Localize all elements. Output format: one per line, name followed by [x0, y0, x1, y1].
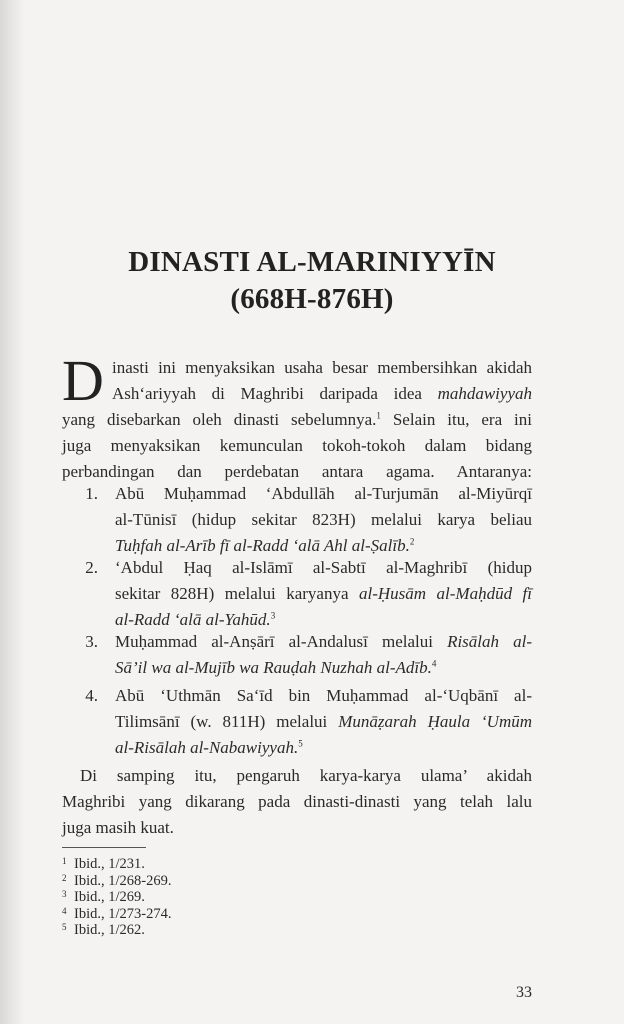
- paragraph-line: Ash‘ariyyah di Maghribi daripada idea mahdawiyyah: [112, 384, 532, 403]
- footnote-divider: [62, 847, 146, 848]
- list-number: 3.: [85, 632, 98, 651]
- footnote-number: 2: [62, 872, 67, 883]
- footnote-text: Ibid., 1/273-274.: [74, 905, 172, 922]
- paragraph-1-body: [62, 407, 532, 485]
- footnote-ref: 1: [376, 410, 381, 421]
- chapter-title: DINASTI AL-MARINIYYĪN: [128, 246, 496, 278]
- footnote-ref: 5: [298, 738, 303, 749]
- footnote-text: Ibid., 1/269.: [74, 889, 145, 905]
- list-number: 1.: [85, 484, 98, 503]
- footnote-ref: 4: [431, 658, 437, 669]
- paragraph-line: juga menyaksikan kemunculan tokoh-tokoh dalam bidang: [62, 436, 532, 455]
- footnote-number: 4: [62, 905, 67, 916]
- paragraph-2: Di samping itu, pengaruh karya-karya ulama’ akidah Maghribi yang dikarang pada dinasti-dinasti yang telah lalu juga masih kuat.: [62, 766, 532, 837]
- footnote-text: Ibid., 1/268-269.: [74, 872, 172, 889]
- page-number: 33: [516, 984, 532, 1001]
- page-gutter-shadow: [0, 0, 24, 1024]
- paragraph-1-opening: [112, 355, 532, 407]
- chapter-subtitle: (668H-876H): [230, 283, 394, 315]
- footnote-text: Ibid., 1/231.: [74, 856, 145, 872]
- footnote-ref: 3: [270, 610, 276, 621]
- paragraph-line: yang disebarkan oleh dinasti sebelumnya.$^1$ Selain itu, era ini: [62, 410, 532, 429]
- list-number: 2.: [85, 558, 98, 577]
- footnote-ref: 2: [409, 536, 415, 547]
- drop-cap: D: [62, 348, 104, 413]
- footnote-number: 3: [62, 889, 67, 899]
- list-number: 4.: [85, 686, 98, 705]
- footnote-text: Ibid., 1/262.: [74, 922, 145, 938]
- footnote-number: 5: [62, 922, 67, 932]
- paragraph-line: perbandingan dan perdebatan antara agama. Antaranya:: [62, 462, 532, 481]
- paragraph-line: inasti ini menyaksikan usaha besar membersihkan akidah: [112, 358, 532, 377]
- footnote-number: 1: [62, 856, 67, 866]
